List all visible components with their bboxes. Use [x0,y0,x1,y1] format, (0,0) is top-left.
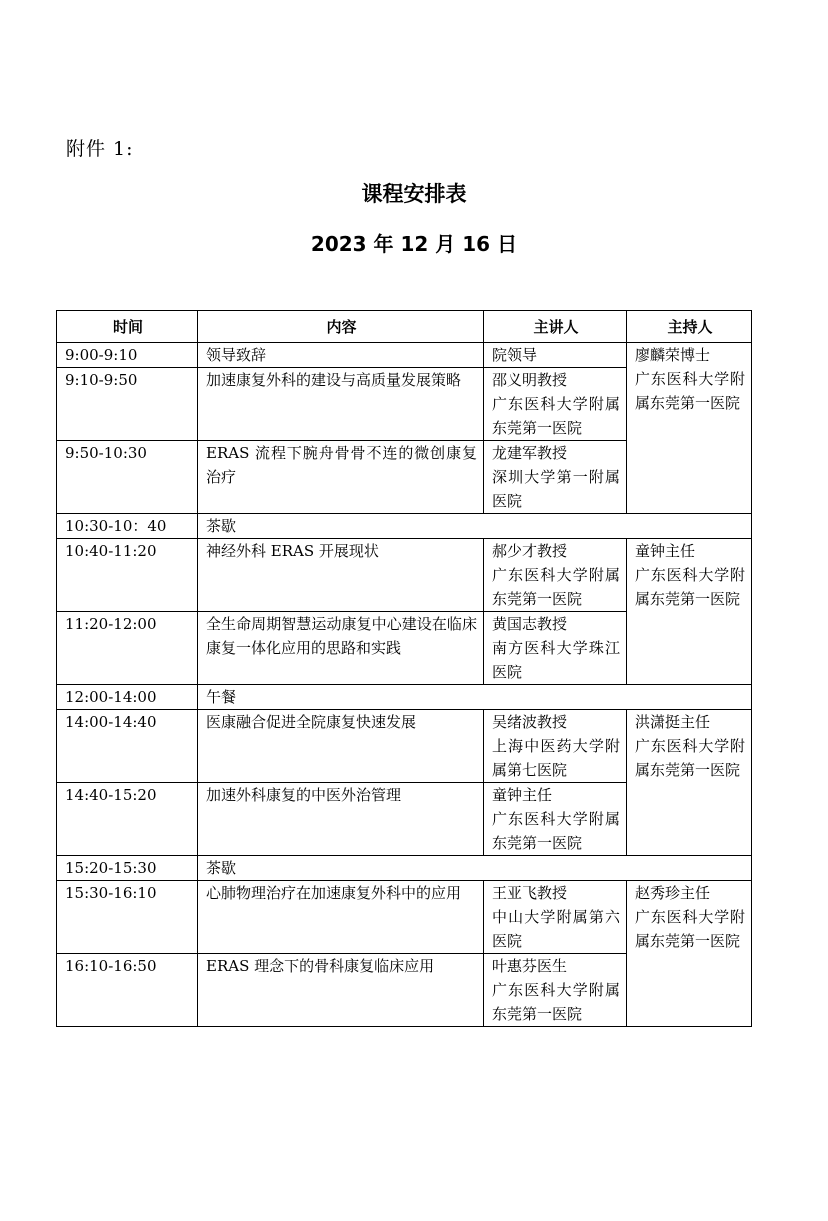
speaker-name: 叶惠芬医生 [492,957,568,975]
speaker-org: 广东医科大学附属东莞第一医院 [492,566,620,608]
table-row [57,710,752,783]
row-content: ERAS 理念下的骨科康复临床应用 [198,954,484,1027]
row-content: 加速康复外科的建设与高质量发展策略 [198,368,484,441]
row-speaker [484,343,627,368]
schedule-table [56,310,752,1027]
speaker-org: 广东医科大学附属东莞第一医院 [492,395,620,437]
row-speaker [484,539,627,612]
speaker-org: 南方医科大学珠江医院 [492,639,620,681]
row-speaker [484,710,627,783]
speaker-org: 广东医科大学附属东莞第一医院 [492,981,620,1023]
header-time: 时间 [57,311,198,343]
row-content: ERAS 流程下腕舟骨骨不连的微创康复治疗 [198,441,484,514]
attachment-label: 附件 1: [66,138,134,160]
row-time: 9:10-9:50 [57,368,198,441]
table-row-break [57,685,752,710]
host-name: 赵秀珍主任 [635,884,711,902]
page-title: 课程安排表 [361,182,467,206]
speaker-name: 郝少才教授 [492,542,568,560]
row-speaker [484,783,627,856]
host-name: 童钟主任 [635,542,696,560]
row-time: 15:30-16:10 [57,881,198,954]
host-org: 广东医科大学附属东莞第一医院 [635,908,745,950]
speaker-name: 院领导 [492,346,538,364]
row-time: 16:10-16:50 [57,954,198,1027]
speaker-name: 龙建军教授 [492,444,568,462]
row-time: 10:40-11:20 [57,539,198,612]
header-content: 内容 [198,311,484,343]
row-speaker [484,612,627,685]
table-row [57,881,752,954]
host-name: 廖麟荣博士 [635,346,711,364]
speaker-org: 上海中医药大学附属第七医院 [492,737,620,779]
row-time: 15:20-15:30 [57,856,198,881]
row-speaker [484,881,627,954]
row-time: 11:20-12:00 [57,612,198,685]
row-content: 茶歇 [198,514,752,539]
row-content: 茶歇 [198,856,752,881]
row-speaker [484,368,627,441]
host-org: 广东医科大学附属东莞第一医院 [635,566,745,608]
row-content: 午餐 [198,685,752,710]
schedule-date: 2023 年 12 月 16 日 [310,232,518,256]
speaker-name: 吴绪波教授 [492,713,568,731]
speaker-org: 广东医科大学附属东莞第一医院 [492,810,620,852]
header-host: 主持人 [627,311,752,343]
row-time: 14:40-15:20 [57,783,198,856]
row-speaker [484,441,627,514]
speaker-name: 黄国志教授 [492,615,568,633]
host-cell [627,710,752,856]
row-speaker [484,954,627,1027]
table-header-row [57,311,752,343]
table-row-break [57,856,752,881]
row-time: 9:50-10:30 [57,441,198,514]
host-cell [627,343,752,514]
host-org: 广东医科大学附属东莞第一医院 [635,370,745,412]
host-cell [627,539,752,685]
row-content: 医康融合促进全院康复快速发展 [198,710,484,783]
row-time: 9:00-9:10 [57,343,198,368]
speaker-org: 深圳大学第一附属医院 [492,468,620,510]
row-time: 14:00-14:40 [57,710,198,783]
host-name: 洪潇挺主任 [635,713,711,731]
speaker-name: 邵义明教授 [492,371,568,389]
row-content: 加速外科康复的中医外治管理 [198,783,484,856]
row-content: 领导致辞 [198,343,484,368]
speaker-name: 童钟主任 [492,786,553,804]
row-time: 10:30-10：40 [57,514,198,539]
header-speaker: 主讲人 [484,311,627,343]
speaker-name: 王亚飞教授 [492,884,568,902]
row-content: 心肺物理治疗在加速康复外科中的应用 [198,881,484,954]
host-cell [627,881,752,1027]
table-row [57,343,752,368]
speaker-org: 中山大学附属第六医院 [492,908,620,950]
row-time: 12:00-14:00 [57,685,198,710]
host-org: 广东医科大学附属东莞第一医院 [635,737,745,779]
row-content: 全生命周期智慧运动康复中心建设在临床康复一体化应用的思路和实践 [198,612,484,685]
table-row-break [57,514,752,539]
table-row [57,539,752,612]
row-content: 神经外科 ERAS 开展现状 [198,539,484,612]
